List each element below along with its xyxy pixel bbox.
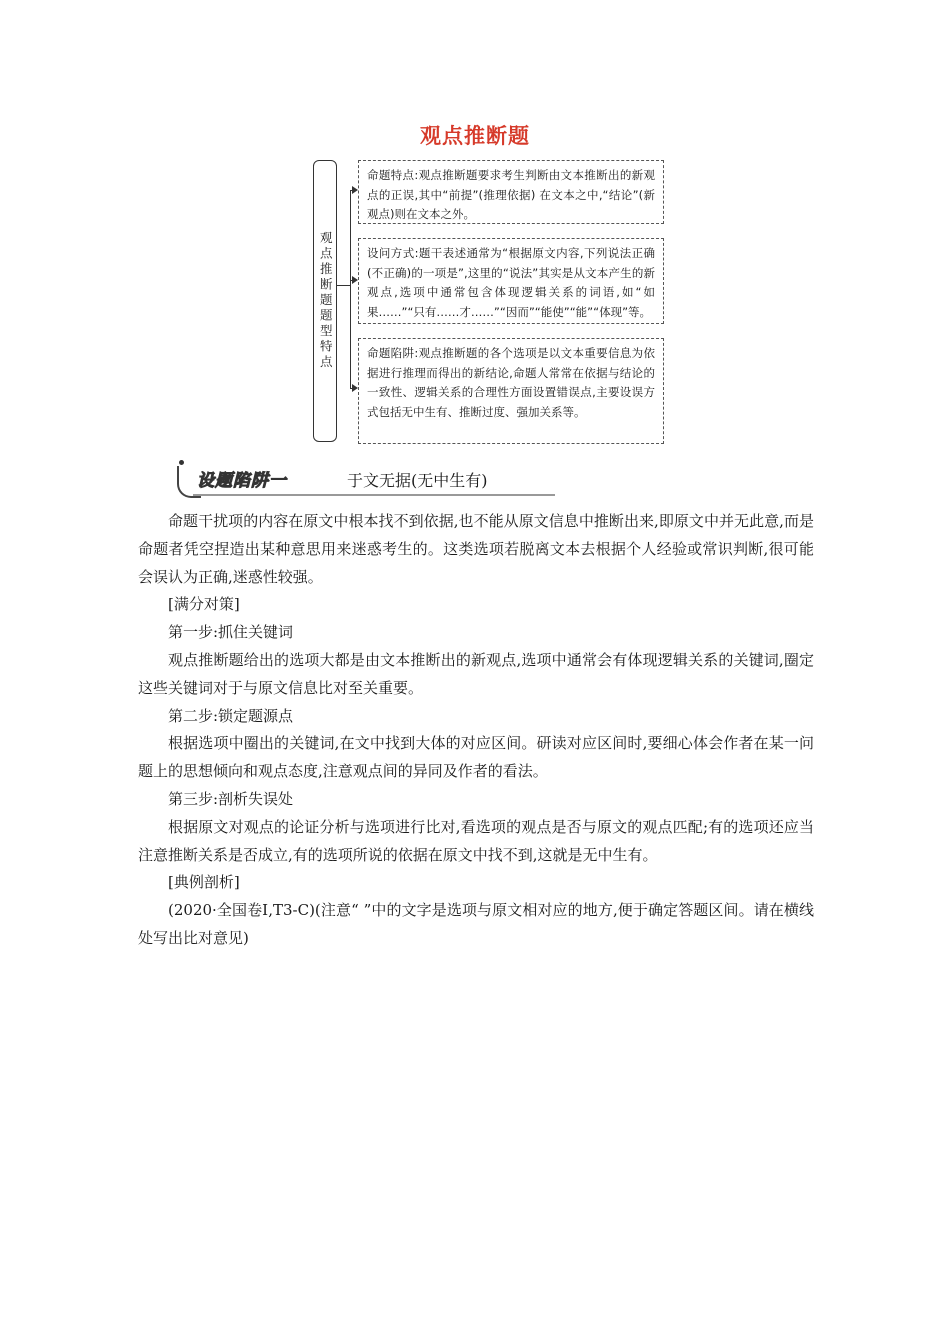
step-heading: 第二步:锁定题源点	[168, 706, 294, 725]
side-label-text: 观点推断题题型特点	[318, 231, 334, 371]
banner-title: 于文无据(无中生有)	[347, 471, 488, 490]
feature-box-characteristics: 命题特点:观点推断题要求考生判断由文本推断出的新观点的正误,其中“前提”(推理依据) 在文本之中,“结论”(新观点)则在文本之外。	[358, 160, 664, 224]
paragraph: 命题干扰项的内容在原文中根本找不到依据,也不能从原文信息中推断出来,即原文中并无此意,而是命题者凭空捏造出某种意思用来迷惑考生的。这类选项若脱离文本去根据个人经验或常识判断,很可能会误认为正确,迷惑性较强。	[138, 512, 814, 586]
banner-tag: 设题陷阱一	[197, 471, 287, 491]
feature-box-question-style: 设问方式:题干表述通常为“根据原文内容,下列说法正确(不正确)的一项是”,这里的“说法”其实是从文本产生的新观点,选项中通常包含体现逻辑关系的词语,如“如果……”“只有……才……”“因而”“能使”“能”“体现”等。	[358, 238, 664, 324]
diagram-side-label	[313, 160, 337, 442]
body-text	[138, 508, 814, 953]
step-heading: 第三步:剖析失误处	[168, 789, 294, 808]
section-label: [满分对策]	[168, 595, 240, 614]
paragraph: 根据选项中圈出的关键词,在文中找到大体的对应区间。研读对应区间时,要细心体会作者在某一问题上的思想倾向和观点态度,注意观点间的异同及作者的看法。	[138, 734, 814, 781]
paragraph: 根据原文对观点的论证分析与选项进行比对,看选项的观点是否与原文的观点匹配;有的选项还应当注意推断关系是否成立,有的选项所说的依据在原文中找不到,这就是无中生有。	[138, 817, 814, 864]
banner-dot	[179, 460, 184, 465]
page-title: 观点推断题	[420, 124, 530, 148]
section-label: [典例剖析]	[168, 873, 240, 892]
paragraph: (2020·全国卷Ⅰ,T3-C)(注意“ ”中的文字是选项与原文相对应的地方,便于确定答题区间。请在横线处写出比对意见)	[138, 901, 814, 947]
section-banner	[175, 458, 555, 496]
banner-underline	[193, 494, 555, 496]
step-heading: 第一步:抓住关键词	[168, 623, 294, 642]
connector-line	[336, 285, 350, 286]
paragraph: 观点推断题给出的选项大都是由文本推断出的新观点,选项中通常会有体现逻辑关系的关键词,圈定这些关键词对于与原文信息比对至关重要。	[138, 650, 814, 697]
feature-box-traps: 命题陷阱:观点推断题的各个选项是以文本重要信息为依据进行推理而得出的新结论,命题人常常在依据与结论的一致性、逻辑关系的合理性方面设置错误点,主要设误方式包括无中生有、推断过度、强加关系等。	[358, 338, 664, 444]
